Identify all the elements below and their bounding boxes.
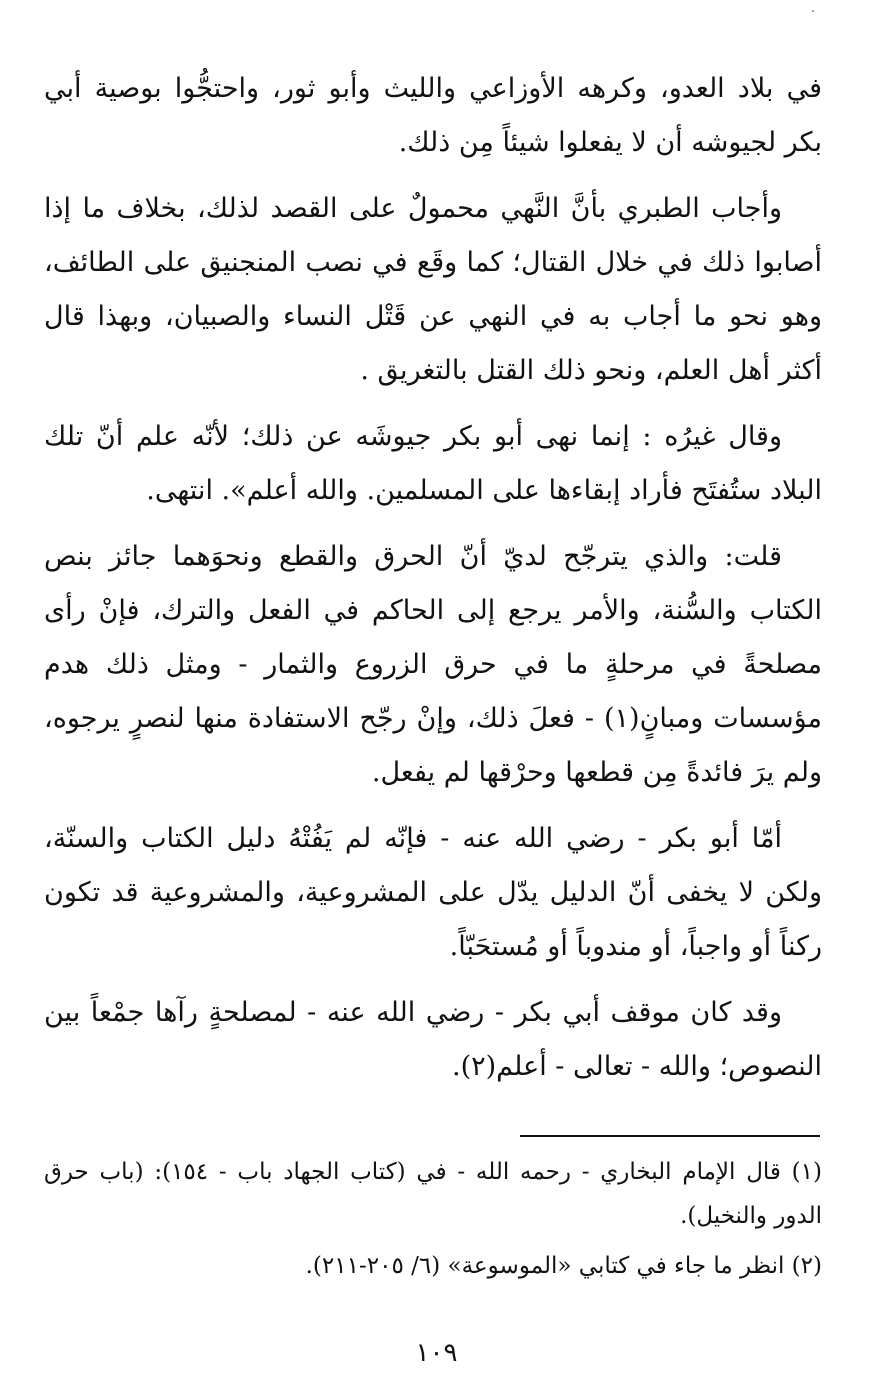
footnote-1: (١) قال الإمام البخاري - رحمه الله - في (كتاب الجهاد باب - ١٥٤): (باب حرق الدور والنخيل). <box>44 1159 822 1229</box>
footnote-separator <box>520 1135 820 1137</box>
footnote-2: (٢) انظر ما جاء في كتابي «الموسوعة» (٦/ ٢٠٥-٢١١). <box>305 1253 822 1279</box>
paragraph-3: وقال غيرُه : إنما نهى أبو بكر جيوشَه عن ذلك؛ لأنّه علم أنّ تلك البلاد ستُفتَح فأراد إبقاءها على المسلمين. والله أعلم». انتهى. <box>44 421 822 506</box>
page-number: ١٠٩ <box>415 1338 458 1368</box>
paragraph-6: وقد كان موقف أبي بكر - رضي الله عنه - لمصلحةٍ رآها جمْعاً بين النصوص؛ والله - تعالى - أعلم(٢). <box>44 997 822 1082</box>
paragraph-1: في بلاد العدو، وكرهه الأوزاعي والليث وأبو ثور، واحتجُّوا بوصية أبي بكر لجيوشه أن لا يفعلوا شيئاً مِن ذلك. <box>44 73 822 158</box>
paragraph-5: أمّا أبو بكر - رضي الله عنه - فإنّه لم يَفُتْهُ دليل الكتاب والسنّة، ولكن لا يخفى أنّ الدليل يدّل على المشروعية، والمشروعية قد تكون ركناً أو واجباً، أو مندوباً أو مُستحَبّاً. <box>44 823 822 962</box>
paragraph-2: وأجاب الطبري بأنَّ النَّهي محمولٌ على القصد لذلك، بخلاف ما إذا أصابوا ذلك في خلال القتال؛ كما وقَع في نصب المنجنيق على الطائف، وهو نحو ما أجاب به في النهي عن قَتْل النساء والصبيان، وبهذا قال أكثر أهل العلم، ونحو ذلك القتل بالتغريق . <box>44 193 822 386</box>
paragraph-4: قلت: والذي يترجّح لديّ أنّ الحرق والقطع ونحوَهما جائز بنص الكتاب والسُّنة، والأمر يرجع إلى الحاكم في الفعل والترك، فإنْ رأى مصلحةً في مرحلةٍ ما في حرق الزروع والثمار - ومثل ذلك هدم مؤسسات ومبانٍ(١) - فعلَ ذلك، وإنْ رجّح الاستفادة منها لنصرٍ يرجوه، ولم يرَ فائدةً مِن قطعها وحرْقها لم يفعل. <box>44 541 822 788</box>
main-text <box>44 62 822 1106</box>
page-speck <box>812 10 814 12</box>
footnotes <box>44 1150 822 1294</box>
